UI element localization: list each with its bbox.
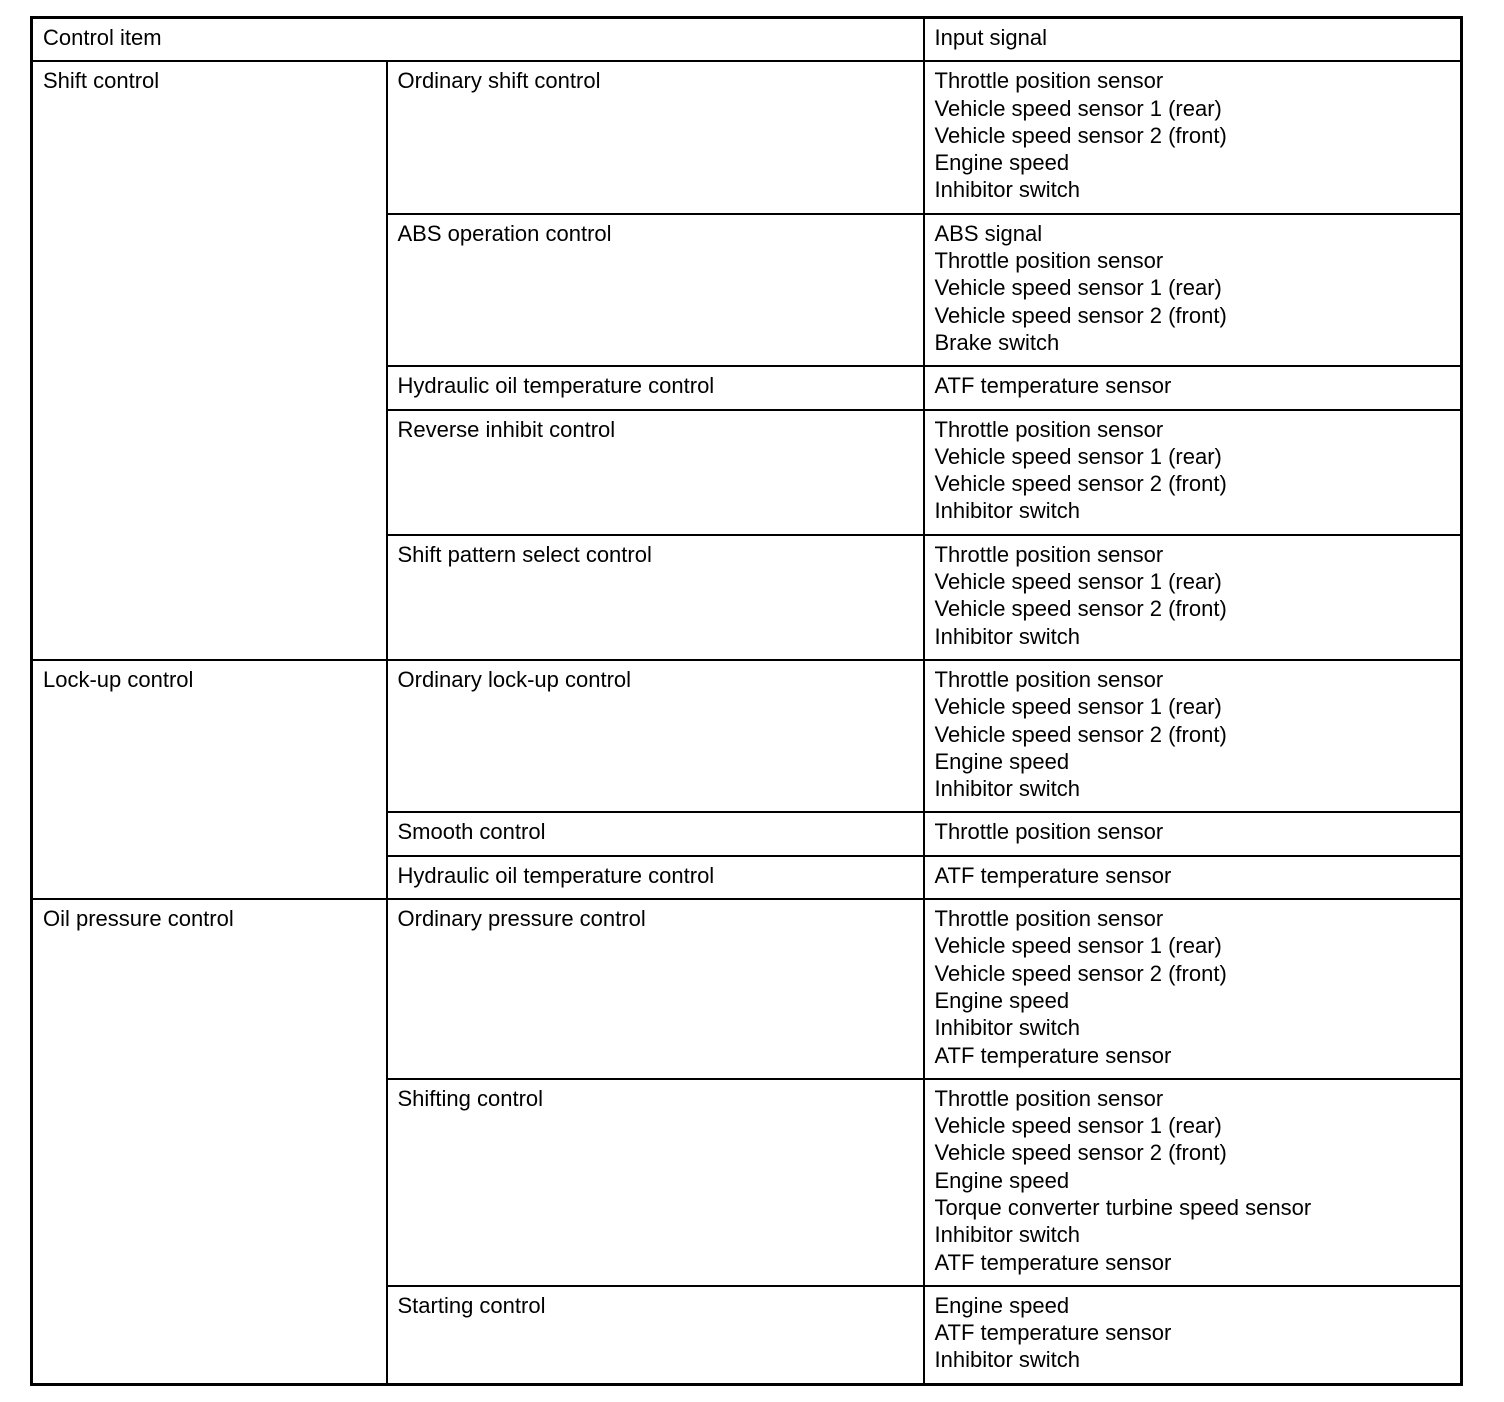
signal-line: Engine speed	[934, 987, 1070, 1013]
group-name-cell: Shift control	[32, 61, 387, 660]
signal-line: ATF temperature sensor	[934, 373, 1172, 399]
input-signal-cell	[924, 61, 1462, 213]
signal-line: Brake switch	[934, 329, 1060, 355]
input-signal-cell	[924, 1286, 1462, 1384]
control-item-cell: Reverse inhibit control	[387, 410, 924, 535]
control-item-cell: Shifting control	[387, 1079, 924, 1286]
control-item-cell: Starting control	[387, 1286, 924, 1384]
control-item-cell: Ordinary lock-up control	[387, 660, 924, 812]
signal-line: Vehicle speed sensor 2 (front)	[934, 302, 1227, 328]
signal-line: ATF temperature sensor	[934, 1249, 1172, 1275]
table-body	[32, 61, 1462, 1384]
input-signal-cell	[924, 812, 1462, 855]
group-name-cell: Oil pressure control	[32, 899, 387, 1384]
control-item-cell: Ordinary shift control	[387, 61, 924, 213]
signal-line: Vehicle speed sensor 2 (front)	[934, 596, 1227, 622]
signal-line: Throttle position sensor	[934, 248, 1164, 274]
signal-line: ATF temperature sensor	[934, 1320, 1172, 1346]
control-item-cell: Ordinary pressure control	[387, 899, 924, 1079]
table-row	[32, 899, 1462, 1079]
control-item-cell: Smooth control	[387, 812, 924, 855]
control-signal-table	[30, 16, 1463, 1386]
signal-line: Vehicle speed sensor 2 (front)	[934, 960, 1227, 986]
header-input-signal: Input signal	[924, 18, 1462, 62]
input-signal-cell	[924, 366, 1462, 409]
control-item-cell: Hydraulic oil temperature control	[387, 366, 924, 409]
signal-line: Vehicle speed sensor 1 (rear)	[934, 1113, 1222, 1139]
signal-line: Throttle position sensor	[934, 906, 1164, 932]
signal-line: Engine speed	[934, 1167, 1070, 1193]
input-signal-cell	[924, 410, 1462, 535]
signal-line: Vehicle speed sensor 2 (front)	[934, 1140, 1227, 1166]
input-signal-cell	[924, 660, 1462, 812]
signal-line: Vehicle speed sensor 1 (rear)	[934, 694, 1222, 720]
signal-line: Inhibitor switch	[934, 177, 1081, 203]
signal-line: ATF temperature sensor	[934, 1042, 1172, 1068]
control-item-cell: Hydraulic oil temperature control	[387, 856, 924, 899]
signal-line: Inhibitor switch	[934, 1015, 1081, 1041]
signal-line: Vehicle speed sensor 2 (front)	[934, 122, 1227, 148]
signal-line: ABS signal	[934, 220, 1043, 246]
table-row	[32, 660, 1462, 812]
signal-line: Throttle position sensor	[934, 1085, 1164, 1111]
input-signal-cell	[924, 856, 1462, 899]
signal-line: Inhibitor switch	[934, 1347, 1081, 1373]
signal-line: Engine speed	[934, 150, 1070, 176]
signal-line: Vehicle speed sensor 2 (front)	[934, 471, 1227, 497]
input-signal-cell	[924, 214, 1462, 366]
signal-line: Inhibitor switch	[934, 1222, 1081, 1248]
header-row	[32, 18, 1462, 62]
signal-line: Vehicle speed sensor 1 (rear)	[934, 95, 1222, 121]
signal-line: Throttle position sensor	[934, 666, 1164, 692]
table-row	[32, 61, 1462, 213]
signal-line: Throttle position sensor	[934, 68, 1164, 94]
signal-line: Vehicle speed sensor 1 (rear)	[934, 569, 1222, 595]
signal-line: Vehicle speed sensor 1 (rear)	[934, 443, 1222, 469]
control-item-cell: ABS operation control	[387, 214, 924, 366]
signal-line: Throttle position sensor	[934, 541, 1164, 567]
signal-line: ATF temperature sensor	[934, 862, 1172, 888]
header-control-item: Control item	[32, 18, 924, 62]
control-item-cell: Shift pattern select control	[387, 535, 924, 660]
signal-line: Throttle position sensor	[934, 819, 1164, 845]
signal-line: Vehicle speed sensor 1 (rear)	[934, 933, 1222, 959]
signal-line: Inhibitor switch	[934, 498, 1081, 524]
signal-line: Inhibitor switch	[934, 623, 1081, 649]
input-signal-cell	[924, 1079, 1462, 1286]
input-signal-cell	[924, 535, 1462, 660]
signal-line: Engine speed	[934, 748, 1070, 774]
signal-line: Torque converter turbine speed sensor	[934, 1194, 1312, 1220]
signal-line: Vehicle speed sensor 1 (rear)	[934, 275, 1222, 301]
signal-line: Inhibitor switch	[934, 776, 1081, 802]
signal-line: Throttle position sensor	[934, 416, 1164, 442]
group-name-cell: Lock-up control	[32, 660, 387, 899]
signal-line: Vehicle speed sensor 2 (front)	[934, 721, 1227, 747]
input-signal-cell	[924, 899, 1462, 1079]
signal-line: Engine speed	[934, 1292, 1070, 1318]
